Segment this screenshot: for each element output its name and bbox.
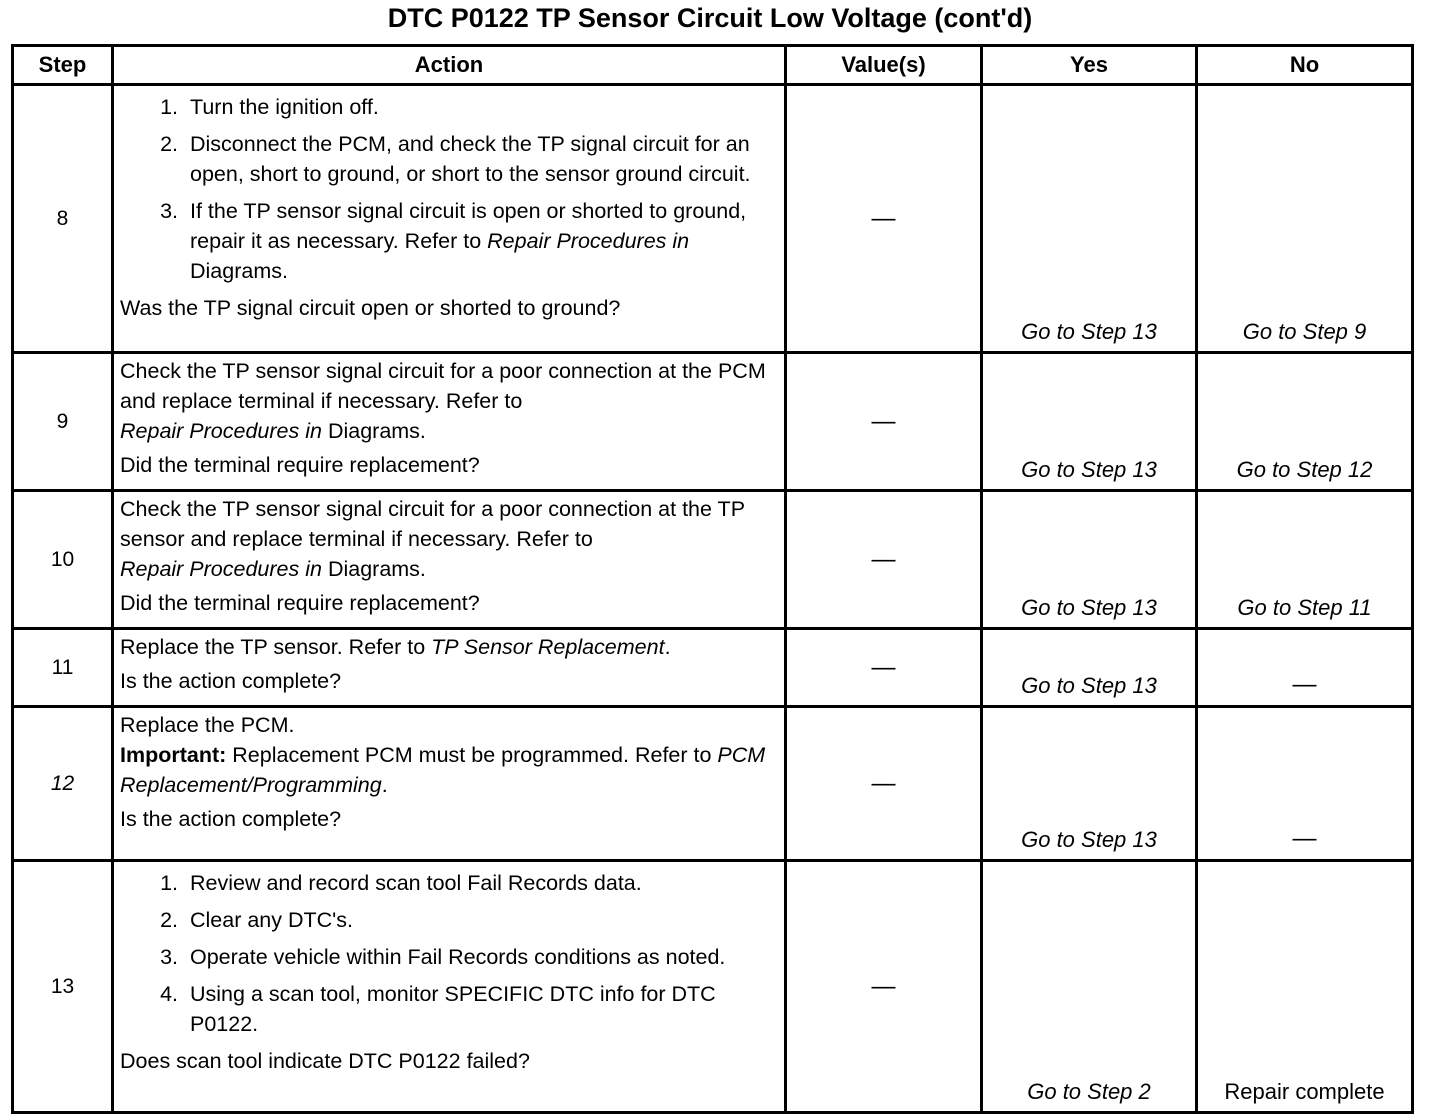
action-cell — [113, 353, 786, 491]
table-row — [13, 707, 1413, 861]
yes-result: Go to Step 13 — [982, 491, 1197, 629]
no-result: Go to Step 11 — [1197, 491, 1413, 629]
no-result: Repair complete — [1197, 861, 1413, 1113]
header-values: Value(s) — [786, 46, 982, 85]
action-text: Replacement PCM must be programmed. Refer to — [226, 743, 718, 767]
list-item: 3. Operate vehicle within Fail Records conditions as noted. — [184, 942, 780, 972]
list-item — [184, 196, 780, 286]
action-cell — [113, 707, 786, 861]
step-number: 10 — [13, 491, 113, 629]
table-row — [13, 629, 1413, 707]
header-no: No — [1197, 46, 1413, 85]
reference-link: Repair Procedures in — [487, 229, 690, 253]
action-list — [120, 868, 780, 1039]
step-number: 12 — [13, 707, 113, 861]
question-text: Does scan tool indicate DTC P0122 failed? — [120, 1049, 530, 1073]
action-text: Replace the PCM. — [120, 713, 295, 737]
table-row — [13, 85, 1413, 353]
action-list — [120, 92, 780, 286]
step-number: 11 — [13, 629, 113, 707]
value-cell: — — [786, 629, 982, 707]
list-item: 1. Review and record scan tool Fail Records data. — [184, 868, 780, 898]
no-result: Go to Step 9 — [1197, 85, 1413, 353]
step-number: 8 — [13, 85, 113, 353]
header-step: Step — [13, 46, 113, 85]
question-text: Is the action complete? — [120, 669, 342, 693]
list-item: 2. Disconnect the PCM, and check the TP signal circuit for an open, short to ground, or short to the sensor ground circuit. — [184, 129, 780, 189]
diagnostic-table — [11, 44, 1414, 1114]
action-text: If the TP sensor signal circuit is open or shorted to ground, repair it as necessary. Refer to — [190, 199, 747, 253]
action-cell — [113, 629, 786, 707]
question-text: Is the action complete? — [120, 807, 342, 831]
reference-link: PCM Replacement/Programming — [120, 743, 766, 797]
list-item: 4. Using a scan tool, monitor SPECIFIC DTC info for DTC P0122. — [184, 979, 780, 1039]
value-cell: — — [786, 353, 982, 491]
action-text: Diagrams. — [321, 419, 426, 443]
value-cell: — — [786, 85, 982, 353]
action-cell — [113, 491, 786, 629]
reference-link: Repair Procedures in — [120, 557, 322, 581]
value-cell: — — [786, 861, 982, 1113]
table-row — [13, 491, 1413, 629]
action-text: Replace the TP sensor. Refer to — [120, 635, 432, 659]
reference-link: Repair Procedures in — [120, 419, 322, 443]
action-cell — [113, 85, 786, 353]
question-text: Was the TP signal circuit open or shorted to ground? — [120, 296, 621, 320]
yes-result: Go to Step 13 — [982, 85, 1197, 353]
reference-link: TP Sensor Replacement — [431, 635, 665, 659]
step-number: 9 — [13, 353, 113, 491]
question-text: Did the terminal require replacement? — [120, 591, 480, 615]
page-title: DTC P0122 TP Sensor Circuit Low Voltage (cont'd) — [387, 3, 1033, 33]
header-yes: Yes — [982, 46, 1197, 85]
action-text: . — [664, 635, 671, 659]
action-text: . — [381, 773, 388, 797]
header-action: Action — [113, 46, 786, 85]
no-result: — — [1197, 629, 1413, 707]
value-cell: — — [786, 707, 982, 861]
table-row — [13, 353, 1413, 491]
question-text: Did the terminal require replacement? — [120, 453, 480, 477]
no-result: — — [1197, 707, 1413, 861]
step-number: 13 — [13, 861, 113, 1113]
action-text: Check the TP sensor signal circuit for a poor connection at the TP sensor and replace terminal if necessary. Refer to — [120, 497, 745, 551]
yes-result: Go to Step 13 — [982, 629, 1197, 707]
no-result: Go to Step 12 — [1197, 353, 1413, 491]
action-text: Check the TP sensor signal circuit for a poor connection at the PCM and replace terminal if necessary. Refer to — [120, 359, 766, 413]
yes-result: Go to Step 13 — [982, 707, 1197, 861]
list-item: 2. Clear any DTC's. — [184, 905, 780, 935]
important-label: Important: — [120, 743, 227, 767]
header-row — [13, 46, 1413, 85]
yes-result: Go to Step 2 — [982, 861, 1197, 1113]
list-item: 1. Turn the ignition off. — [184, 92, 780, 122]
value-cell: — — [786, 491, 982, 629]
action-text: Diagrams. — [321, 557, 426, 581]
table-row — [13, 861, 1413, 1113]
action-cell — [113, 861, 786, 1113]
yes-result: Go to Step 13 — [982, 353, 1197, 491]
action-text: Diagrams. — [190, 259, 288, 283]
